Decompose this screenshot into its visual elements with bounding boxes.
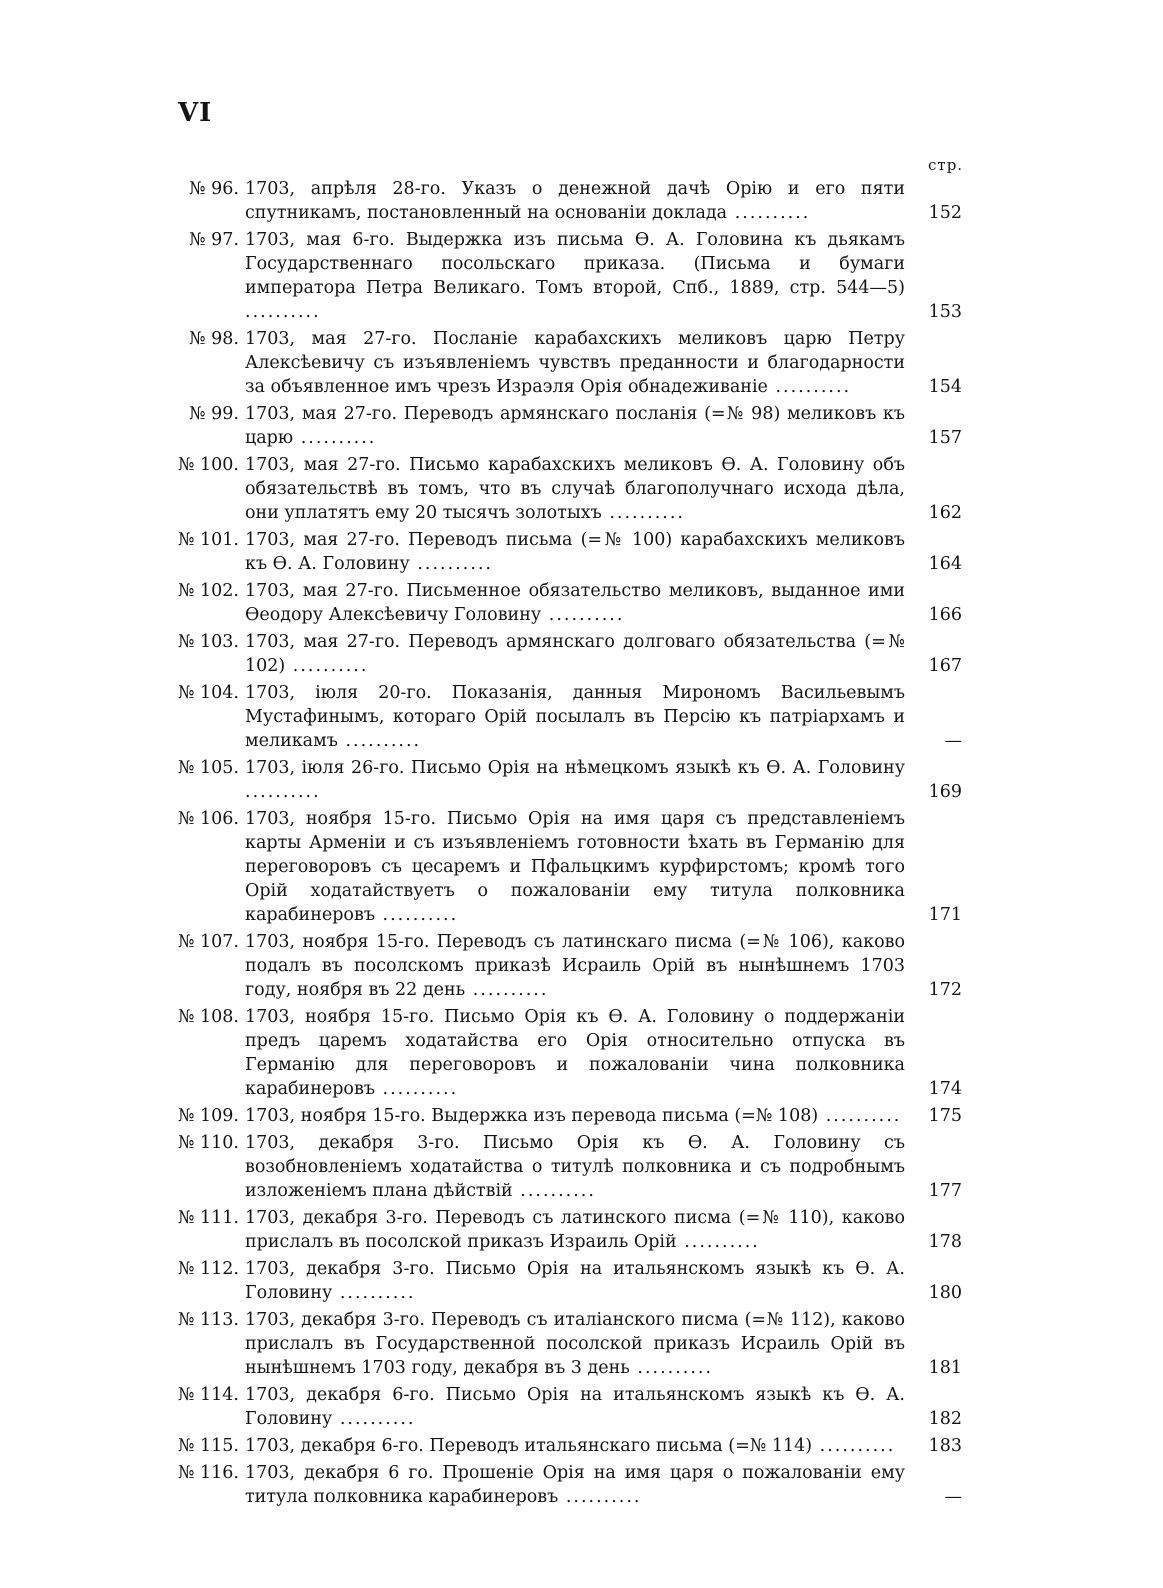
page-column-header: стр. bbox=[928, 156, 964, 174]
entry-number: № 111. bbox=[177, 1208, 239, 1228]
entry-title-text: 1703, декабря 6-го. Переводъ итальянскаго письма (=№ 114) bbox=[245, 1436, 813, 1456]
entry-title bbox=[245, 807, 905, 927]
entry-title bbox=[245, 1383, 905, 1431]
entry-title-text: 1703, мая 6-го. Выдержка изъ письма Ѳ. А. Головина къ дьякамъ Государственнаго посольскаго приказа. (Письма и бумаги императора Петра Великаго. Томъ второй, Спб., 1889, стр. 544—5) bbox=[245, 230, 905, 298]
entry-number: № 103. bbox=[177, 632, 239, 652]
entry-title bbox=[245, 1005, 905, 1101]
entry-page: 171 bbox=[928, 905, 962, 925]
entry-title bbox=[245, 453, 905, 525]
toc-entry bbox=[165, 1131, 965, 1203]
entry-number: № 104. bbox=[177, 683, 239, 703]
entry-title bbox=[245, 228, 905, 324]
toc-entry bbox=[165, 1383, 965, 1431]
entry-title-text: 1703, ноября 15-го. Переводъ съ латинскаго писма (=№ 106), каково подалъ въ посолскомъ приказѣ Исраиль Орій въ нынѣшнемъ 1703 году, ноября въ 22 день bbox=[245, 932, 905, 1000]
dot-leader: .......... bbox=[767, 377, 852, 397]
dot-leader: .......... bbox=[409, 554, 493, 574]
page-number: VI bbox=[178, 98, 213, 128]
entry-title bbox=[245, 630, 905, 678]
dot-leader: .......... bbox=[601, 503, 685, 523]
entry-title bbox=[245, 528, 905, 576]
toc-entry bbox=[165, 807, 965, 927]
entry-number: № 113. bbox=[177, 1310, 239, 1330]
entry-title-text: 1703, декабря 3-го. Письмо Орія къ Ѳ. А. Головину съ возобновленіемъ ходатайства о титулѣ полковника и съ подробнымъ изложеніемъ плана дѣйствій bbox=[245, 1133, 905, 1201]
entry-page: 166 bbox=[928, 605, 962, 625]
entry-page: 172 bbox=[928, 980, 962, 1000]
dot-leader: .......... bbox=[465, 980, 549, 1000]
dot-leader: .......... bbox=[293, 428, 377, 448]
entry-page: 162 bbox=[928, 503, 962, 523]
entry-page: 175 bbox=[928, 1106, 962, 1126]
entry-page: 154 bbox=[928, 377, 962, 397]
entry-number: № 105. bbox=[177, 758, 239, 778]
entry-number: № 96. bbox=[189, 179, 239, 199]
entry-title bbox=[245, 930, 905, 1002]
dot-leader: .......... bbox=[727, 203, 811, 223]
toc-entry bbox=[165, 528, 965, 576]
entry-title-text: 1703, мая 27-го. Посланіе карабахскихъ меликовъ царю Петру Алексѣевичу съ изъявленіемъ чувствъ преданности и благодарности за объявленное имъ чрезъ Израэля Орія обнадеживаніе bbox=[245, 329, 905, 397]
dot-leader: .......... bbox=[245, 302, 321, 322]
toc-entry bbox=[165, 327, 965, 399]
entry-title-text: 1703, декабря 3-го. Переводъ съ италіанского писма (=№ 112), каково прислалъ въ Государственной посолской приказъ Исраиль Орій въ нынѣшнемъ 1703 году, декабря въ 3 день bbox=[245, 1310, 905, 1378]
entry-title-text: 1703, апрѣля 28-го. Указъ о денежной дачѣ Орію и его пяти спутникамъ, постановленный на основаніи доклада bbox=[245, 179, 905, 223]
entry-number: № 112. bbox=[177, 1259, 239, 1279]
entry-title bbox=[245, 1257, 905, 1305]
entry-title-text: 1703, мая 27-го. Письменное обязательство меликовъ, выданное ими Ѳеодору Алексѣевичу Головину bbox=[245, 581, 905, 625]
entry-title-text: 1703, мая 27-го. Переводъ письма (=№ 100) карабахскихъ меликовъ къ Ѳ. А. Головину bbox=[245, 530, 905, 574]
toc-entry bbox=[165, 1257, 965, 1305]
entry-number: № 99. bbox=[189, 404, 239, 424]
dot-leader: .......... bbox=[512, 1181, 596, 1201]
entry-title-text: 1703, мая 27-го. Переводъ армянскаго посланія (=№ 98) меликовъ къ царю bbox=[245, 404, 905, 448]
entry-number: № 101. bbox=[177, 530, 239, 550]
entry-number: № 116. bbox=[177, 1463, 239, 1483]
toc-entry bbox=[165, 453, 965, 525]
toc-entry bbox=[165, 1206, 965, 1254]
dot-leader: .......... bbox=[812, 1436, 896, 1456]
toc-entry bbox=[165, 681, 965, 753]
toc-entry bbox=[165, 402, 965, 450]
toc-entry bbox=[165, 756, 965, 804]
entry-title bbox=[245, 1434, 905, 1458]
dot-leader: .......... bbox=[285, 656, 369, 676]
entry-title-text: 1703, ноября 15-го. Письмо Орія къ Ѳ. А. Головину о поддержаніи предъ царемъ ходатайства его Орія относительно отпуска въ Германію для переговоровъ и пожалованіи чина полковника карабинеровъ bbox=[245, 1007, 905, 1099]
entry-title bbox=[245, 1104, 905, 1128]
toc-entry bbox=[165, 1308, 965, 1380]
dot-leader: .......... bbox=[541, 605, 625, 625]
entry-page: 182 bbox=[928, 1409, 962, 1429]
entry-page: 183 bbox=[928, 1436, 962, 1456]
entry-page: 177 bbox=[928, 1181, 962, 1201]
entry-title-text: 1703, декабря 3-го. Письмо Орія на итальянскомъ языкѣ къ Ѳ. А. Головину bbox=[245, 1259, 905, 1303]
entry-title-text: 1703, іюля 20-го. Показанія, данныя Мирономъ Васильевымъ Мустафинымъ, котораго Орій посылалъ въ Персію къ патріархамъ и меликамъ bbox=[245, 683, 905, 751]
entry-title-text: 1703, ноября 15-го. Письмо Орія на имя царя съ представленіемъ карты Арменіи и съ изъявленіемъ готовности ѣхать въ Германію для переговоровъ съ цесаремъ и Пфальцкимъ курфирстомъ; кромѣ того Орій ходатайствуетъ о пожалованіи ему титула полковника карабинеровъ bbox=[245, 809, 905, 925]
entry-number: № 102. bbox=[177, 581, 239, 601]
dot-leader: .......... bbox=[629, 1358, 714, 1378]
entry-number: № 97. bbox=[189, 230, 239, 250]
dot-leader: .......... bbox=[332, 1409, 416, 1429]
dot-leader: .......... bbox=[676, 1232, 760, 1252]
entry-title-text: 1703, ноября 15-го. Выдержка изъ перевода письма (=№ 108) bbox=[245, 1106, 819, 1126]
entry-title bbox=[245, 402, 905, 450]
entry-number: № 108. bbox=[177, 1007, 239, 1027]
entry-number: № 114. bbox=[177, 1385, 239, 1405]
entry-title bbox=[245, 1131, 905, 1203]
dot-leader: .......... bbox=[374, 905, 459, 925]
dot-leader: .......... bbox=[245, 782, 321, 802]
entry-title bbox=[245, 1308, 905, 1380]
entry-page: 169 bbox=[928, 782, 962, 802]
entry-number: № 106. bbox=[177, 809, 239, 829]
entry-title bbox=[245, 177, 905, 225]
entry-title-text: 1703, мая 27-го. Письмо карабахскихъ меликовъ Ѳ. А. Головину объ обязательствѣ въ томъ, что въ случаѣ благополучнаго исхода дѣла, они уплатятъ ему 20 тысячъ золотыхъ bbox=[245, 455, 905, 523]
entry-page: 167 bbox=[928, 656, 962, 676]
entry-page: 164 bbox=[928, 554, 962, 574]
toc-entry bbox=[165, 1461, 965, 1509]
toc-entry bbox=[165, 177, 965, 225]
entry-title-text: 1703, іюля 26-го. Письмо Орія на нѣмецкомъ языкѣ къ Ѳ. А. Головину bbox=[245, 758, 905, 778]
entry-page: 152 bbox=[928, 203, 962, 223]
entry-number: № 100. bbox=[177, 455, 239, 475]
dot-leader: .......... bbox=[818, 1106, 902, 1126]
entry-title-text: 1703, декабря 6-го. Письмо Орія на итальянскомъ языкѣ къ Ѳ. А. Головину bbox=[245, 1385, 905, 1429]
entry-title bbox=[245, 1206, 905, 1254]
entry-page: — bbox=[944, 1487, 962, 1507]
toc-entry bbox=[165, 930, 965, 1002]
dot-leader: .......... bbox=[337, 731, 422, 751]
entry-page: 157 bbox=[928, 428, 962, 448]
toc-entry bbox=[165, 1005, 965, 1101]
toc-entry bbox=[165, 1104, 965, 1128]
entry-number: № 110. bbox=[177, 1133, 239, 1153]
toc-entry bbox=[165, 228, 965, 324]
toc-entry bbox=[165, 579, 965, 627]
table-of-contents bbox=[165, 177, 965, 1512]
entry-page: 180 bbox=[928, 1283, 962, 1303]
entry-page: — bbox=[944, 731, 962, 751]
entry-page: 174 bbox=[928, 1079, 962, 1099]
entry-title bbox=[245, 327, 905, 399]
entry-number: № 107. bbox=[177, 932, 239, 952]
entry-title bbox=[245, 579, 905, 627]
entry-number: № 109. bbox=[177, 1106, 239, 1126]
dot-leader: .......... bbox=[332, 1283, 416, 1303]
entry-title bbox=[245, 1461, 905, 1509]
entry-page: 178 bbox=[928, 1232, 962, 1252]
entry-number: № 115. bbox=[177, 1436, 239, 1456]
entry-title bbox=[245, 681, 905, 753]
toc-entry bbox=[165, 630, 965, 678]
toc-entry bbox=[165, 1434, 965, 1458]
entry-title-text: 1703, декабря 3-го. Переводъ съ латинского писма (=№ 110), каково прислалъ въ посолской приказъ Израиль Орій bbox=[245, 1208, 905, 1252]
entry-title-text: 1703, декабря 6 го. Прошеніе Орія на имя царя о пожалованіи ему титула полковника карабинеровъ bbox=[245, 1463, 905, 1507]
entry-title bbox=[245, 756, 905, 804]
entry-title-text: 1703, мая 27-го. Переводъ армянскаго долговаго обязательства (=№ 102) bbox=[245, 632, 905, 676]
dot-leader: .......... bbox=[558, 1487, 642, 1507]
entry-page: 153 bbox=[928, 302, 962, 322]
entry-number: № 98. bbox=[189, 329, 239, 349]
entry-page: 181 bbox=[928, 1358, 962, 1378]
dot-leader: .......... bbox=[374, 1079, 459, 1099]
